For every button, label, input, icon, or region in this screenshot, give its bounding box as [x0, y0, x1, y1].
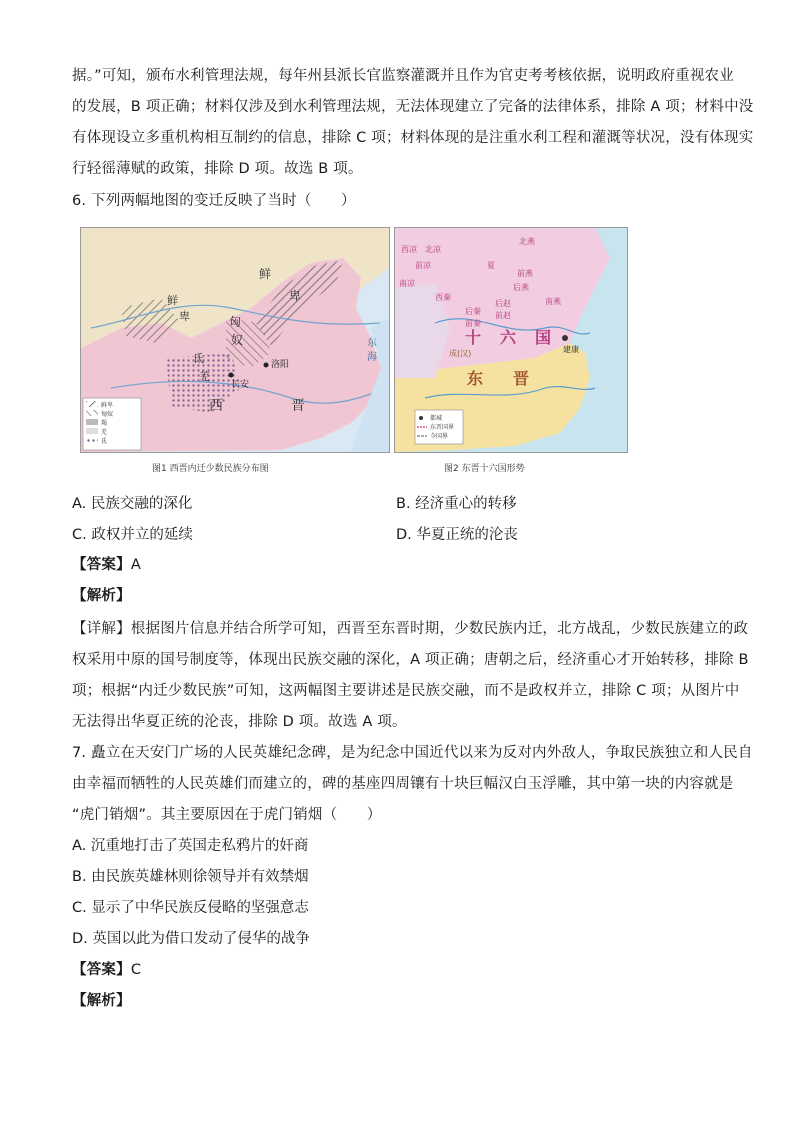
map1-legend-5: 氐: [101, 438, 108, 445]
map2-legend-1: 都城: [430, 415, 443, 422]
map2-label-chenghan: 成(汉): [449, 349, 472, 358]
map2-label-dong: 东: [467, 369, 484, 388]
map1-legend-2: 匈奴: [101, 411, 114, 418]
q7-stem-line-1: 7. 矗立在天安门广场的人民英雄纪念碑，是为纪念中国近代以来为反对内外敌人，争取民族独立和人民自: [72, 745, 753, 761]
map2-label-xia: 夏: [487, 261, 495, 270]
q7-option-c: C. 显示了中华民族反侵略的坚强意志: [72, 900, 309, 916]
q7-option-b: B. 由民族英雄林则徐领导并有效禁烟: [72, 869, 309, 885]
q6-analysis-tag: 【解析】: [72, 588, 131, 604]
map2-label-qianqin: 前秦: [465, 319, 481, 328]
map2-label-beiliang: 北凉: [425, 245, 441, 254]
q5-paragraph-line-1: 据。”可知，颁布水利管理法规，每年州县派长官监察灌溉并且作为官吏考考核依据，说明政府重视农业: [72, 68, 734, 84]
q6-detail-line-3: 项；根据“内迁少数民族”可知，这两幅图主要讲述是民族交融，而不是政权并立，排除 C 项；从图片中: [72, 683, 740, 699]
q6-option-c: C. 政权并立的延续: [72, 527, 193, 543]
jiankang-marker: [562, 335, 568, 341]
map2-label-liu: 六: [500, 328, 517, 347]
q7-analysis-tag: 【解析】: [72, 993, 131, 1009]
map2-caption: 图2 东晋十六国形势: [444, 464, 525, 474]
q6-detail-line-1: 【详解】根据图片信息并结合所学可知，西晋至东晋时期，少数民族内迁，北方战乱，少数民族建立的政: [72, 621, 749, 637]
q6-answer-line: [72, 555, 141, 575]
map1-label-xianbei-1: 鲜: [259, 267, 272, 281]
map1-label-xianbei-west-2: 卑: [179, 310, 190, 323]
q7-stem-line-3: “虎门销烟”。其主要原因在于虎门销烟（ ）: [72, 807, 382, 823]
map1-label-xiongnu-1: 匈: [229, 315, 242, 329]
map-western-jin: [80, 227, 390, 453]
map1-label-dong: 东: [367, 338, 377, 349]
changan-marker: [229, 373, 234, 378]
map1-label-hai: 海: [367, 352, 377, 363]
map2-label-nanliang: 南凉: [399, 279, 415, 288]
q6-option-d: D. 华夏正统的沦丧: [396, 527, 518, 543]
map1-label-xi: 西: [209, 398, 223, 414]
map1-caption: 图1 西晋内迁少数民族分布图: [152, 464, 269, 474]
q7-answer: C: [130, 962, 142, 978]
q5-paragraph-line-3: 有体现设立多重机构相互制约的信息，排除 C 项；材料体现的是注重水利工程和灌溉等状况，没有体现实: [72, 130, 754, 146]
map2-label-qianzhao: 前赵: [495, 311, 511, 320]
map2-label-guo: 国: [535, 328, 552, 347]
map2-label-qianliang: 前凉: [415, 261, 431, 270]
q5-paragraph-line-4: 行轻徭薄赋的政策，排除 D 项。故选 B 项。: [72, 161, 363, 177]
q5-paragraph-line-2: 的发展，B 项正确；材料仅涉及到水利管理法规，无法体现建立了完备的法律体系，排除 A 项；材料中没: [72, 99, 754, 115]
map2-label-xiqin: 西秦: [435, 293, 451, 302]
map1-label-luoyang: 洛阳: [271, 360, 290, 370]
map1-label-jin: 晋: [291, 398, 305, 414]
map2-label-houqin: 后秦: [465, 307, 481, 316]
q6-answer-tag: 【答案】: [72, 557, 131, 573]
map2-label-qianyan: 前燕: [517, 269, 533, 278]
q7-stem-line-2: 由幸福而牺牲的人民英雄们而建立的，碑的基座四周镶有十块巨幅汉白玉浮雕，其中第一块的内容就是: [72, 776, 734, 792]
q7-option-a: A. 沉重地打击了英国走私鸦片的奸商: [72, 838, 309, 854]
map2-legend-2: 东晋国界: [430, 424, 455, 431]
map2-label-xiliang: 西凉: [401, 245, 417, 254]
map1-legend-1: 鲜卑: [101, 402, 114, 409]
luoyang-marker: [264, 363, 269, 368]
map-eastern-jin: [394, 227, 628, 453]
map1-label-di: 氐: [193, 352, 204, 365]
q6-stem: 6. 下列两幅地图的变迁反映了当时（ ）: [72, 193, 356, 209]
q6-detail-line-2: 权采用中原的国号制度等，体现出民族交融的深化，A 项正确；唐朝之后，经济重心才开始转移，排除 B: [72, 652, 749, 668]
map2-label-shi: 十: [465, 328, 482, 347]
map2-label-nanyan: 南燕: [545, 297, 561, 306]
map2-label-beiyan: 北燕: [519, 237, 535, 246]
map1-label-qiang: 羌: [199, 370, 210, 383]
map2-legend-3: 今国界: [430, 433, 449, 440]
map1-label-xiongnu-2: 奴: [231, 333, 244, 347]
q7-option-d: D. 英国以此为借口发动了侵华的战争: [72, 931, 310, 947]
q6-option-b: B. 经济重心的转移: [396, 496, 517, 512]
map1-label-xianbei-2: 卑: [289, 289, 302, 303]
map-western-jin-svg: [81, 228, 389, 452]
map2-label-houzhao: 后赵: [495, 299, 511, 308]
q6-answer: A: [130, 557, 141, 573]
map2-label-houyan: 后燕: [513, 283, 529, 292]
q7-answer-tag: 【答案】: [72, 962, 131, 978]
map1-label-changan: 长安: [231, 380, 250, 390]
q6-detail-line-4: 无法得出华夏正统的沦丧，排除 D 项。故选 A 项。: [72, 714, 407, 730]
map2-label-jiankang: 建康: [563, 345, 579, 354]
map-eastern-jin-svg: [395, 228, 627, 452]
q7-answer-line: [72, 960, 141, 980]
q6-option-a: A. 民族交融的深化: [72, 496, 193, 512]
map1-legend-3: 羯: [101, 420, 108, 427]
map2-label-jin: 晋: [513, 369, 530, 388]
map1-legend-4: 羌: [101, 429, 108, 436]
map1-label-xianbei-west-1: 鲜: [167, 294, 178, 307]
